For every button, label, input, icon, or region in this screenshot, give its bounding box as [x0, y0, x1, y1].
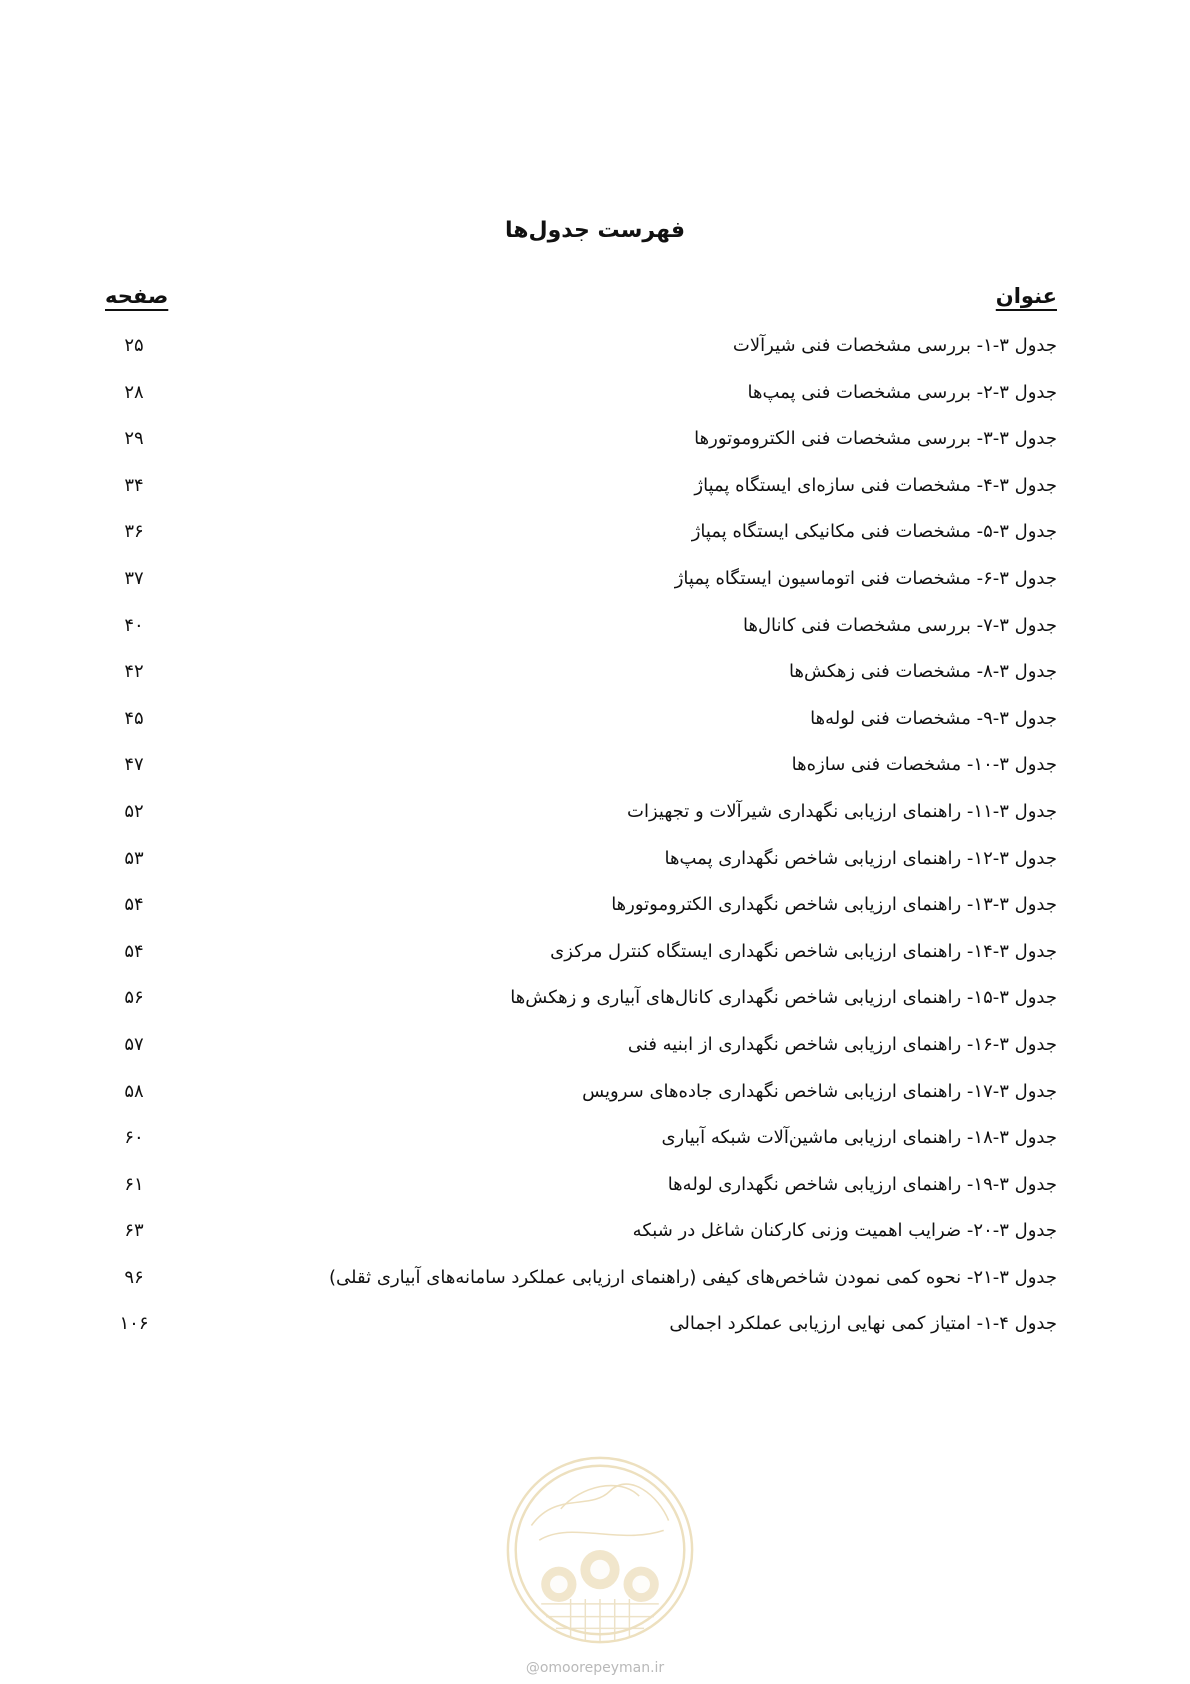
toc-entry[interactable]	[0, 607, 1190, 654]
toc-entry[interactable]	[0, 1119, 1190, 1166]
toc-entry-title: جدول ۳-۱۲- راهنمای ارزیابی شاخص نگهداری پمپ‌ها	[664, 847, 1057, 869]
toc-entry-page: ۵۸	[124, 1080, 144, 1102]
toc-entry[interactable]	[0, 840, 1190, 887]
toc-entry-title: جدول ۳-۴- مشخصات فنی سازه‌ای ایستگاه پمپاژ	[694, 474, 1057, 496]
toc-entry[interactable]	[0, 513, 1190, 560]
toc-entry-page: ۱۰۶	[119, 1313, 149, 1335]
toc-entry-title: جدول ۳-۱۴- راهنمای ارزیابی شاخص نگهداری ایستگاه کنترل مرکزی	[550, 940, 1057, 962]
toc-entry-title: جدول ۴-۱- امتیاز کمی نهایی ارزیابی عملکرد اجمالی	[669, 1313, 1057, 1335]
toc-entry[interactable]	[0, 1073, 1190, 1120]
table-of-contents-list	[0, 327, 1190, 1352]
toc-entry[interactable]	[0, 746, 1190, 793]
toc-entry-page: ۴۵	[124, 707, 144, 729]
toc-entry-page: ۶۰	[124, 1127, 144, 1149]
toc-entry-page: ۳۶	[124, 521, 144, 543]
column-header-page: صفحه	[105, 284, 169, 308]
toc-entry-page: ۵۳	[124, 847, 144, 869]
toc-entry-page: ۶۱	[124, 1173, 144, 1195]
toc-entry-page: ۴۰	[124, 614, 144, 636]
toc-entry[interactable]	[0, 979, 1190, 1026]
toc-entry-title: جدول ۳-۱۱- راهنمای ارزیابی نگهداری شیرآلات و تجهیزات	[627, 800, 1057, 822]
toc-entry[interactable]	[0, 1259, 1190, 1306]
toc-entry-title: جدول ۳-۵- مشخصات فنی مکانیکی ایستگاه پمپاژ	[691, 521, 1057, 543]
toc-entry-page: ۵۲	[124, 800, 144, 822]
toc-entry[interactable]	[0, 886, 1190, 933]
column-header-title: عنوان	[995, 284, 1057, 308]
toc-entry-title: جدول ۳-۱۵- راهنمای ارزیابی شاخص نگهداری کانال‌های آبیاری و زهکش‌ها	[510, 987, 1057, 1009]
toc-entry-page: ۴۲	[124, 661, 144, 683]
toc-entry-page: ۳۴	[124, 474, 144, 496]
toc-entry-title: جدول ۳-۱۹- راهنمای ارزیابی شاخص نگهداری لوله‌ها	[667, 1173, 1057, 1195]
toc-entry-title: جدول ۳-۲۱- نحوه کمی نمودن شاخص‌های کیفی (راهنمای ارزیابی عملکرد سامانه‌های آبیاری ثقلی)	[329, 1266, 1057, 1288]
toc-entry-page: ۵۴	[124, 894, 144, 916]
watermark-logo	[502, 1452, 698, 1648]
toc-entry-page: ۲۵	[124, 335, 144, 356]
toc-entry[interactable]	[0, 793, 1190, 840]
toc-entry[interactable]	[0, 1166, 1190, 1213]
toc-entry-page: ۵۷	[124, 1033, 144, 1055]
toc-entry[interactable]	[0, 653, 1190, 700]
toc-entry-title: جدول ۳-۲- بررسی مشخصات فنی پمپ‌ها	[747, 381, 1057, 403]
toc-entry-title: جدول ۳-۶- مشخصات فنی اتوماسیون ایستگاه پمپاژ	[674, 567, 1057, 589]
toc-entry-title: جدول ۳-۱۰- مشخصات فنی سازه‌ها	[791, 754, 1057, 776]
toc-entry-title: جدول ۳-۱۶- راهنمای ارزیابی شاخص نگهداری از ابنیه فنی	[627, 1033, 1057, 1055]
toc-entry[interactable]	[0, 374, 1190, 421]
watermark-url: @omoorepeyman.ir	[525, 1660, 665, 1676]
toc-entry-page: ۶۳	[124, 1220, 144, 1242]
toc-entry[interactable]	[0, 420, 1190, 467]
toc-entry[interactable]	[0, 1305, 1190, 1352]
toc-entry-title: جدول ۳-۸- مشخصات فنی زهکش‌ها	[788, 661, 1057, 683]
toc-entry[interactable]	[0, 467, 1190, 514]
toc-entry-title: جدول ۳-۱- بررسی مشخصات فنی شیرآلات	[732, 335, 1057, 356]
toc-entry[interactable]	[0, 933, 1190, 980]
toc-entry-page: ۳۷	[124, 567, 144, 589]
toc-entry-page: ۲۹	[124, 428, 144, 450]
toc-entry-page: ۹۶	[124, 1266, 144, 1288]
toc-entry-title: جدول ۳-۱۷- راهنمای ارزیابی شاخص نگهداری جاده‌های سرویس	[582, 1080, 1057, 1102]
toc-entry[interactable]	[0, 700, 1190, 747]
toc-entry-page: ۵۴	[124, 940, 144, 962]
toc-entry[interactable]	[0, 1212, 1190, 1259]
toc-entry[interactable]	[0, 327, 1190, 374]
toc-entry-page: ۵۶	[124, 987, 144, 1009]
toc-entry-title: جدول ۳-۷- بررسی مشخصات فنی کانال‌ها	[742, 614, 1057, 636]
toc-entry-title: جدول ۳-۳- بررسی مشخصات فنی الکتروموتورها	[694, 428, 1057, 450]
toc-entry-title: جدول ۳-۱۸- راهنمای ارزیابی ماشین‌آلات شبکه آبیاری	[661, 1127, 1057, 1149]
toc-entry-title: جدول ۳-۲۰- ضرایب اهمیت وزنی کارکنان شاغل در شبکه	[632, 1220, 1057, 1242]
toc-entry[interactable]	[0, 1026, 1190, 1073]
toc-entry[interactable]	[0, 560, 1190, 607]
toc-entry-title: جدول ۳-۹- مشخصات فنی لوله‌ها	[810, 707, 1057, 729]
toc-entry-page: ۴۷	[124, 754, 144, 776]
page-title: فهرست جدول‌ها	[504, 218, 686, 243]
toc-entry-page: ۲۸	[124, 381, 144, 403]
toc-entry-title: جدول ۳-۱۳- راهنمای ارزیابی شاخص نگهداری الکتروموتورها	[611, 894, 1057, 916]
